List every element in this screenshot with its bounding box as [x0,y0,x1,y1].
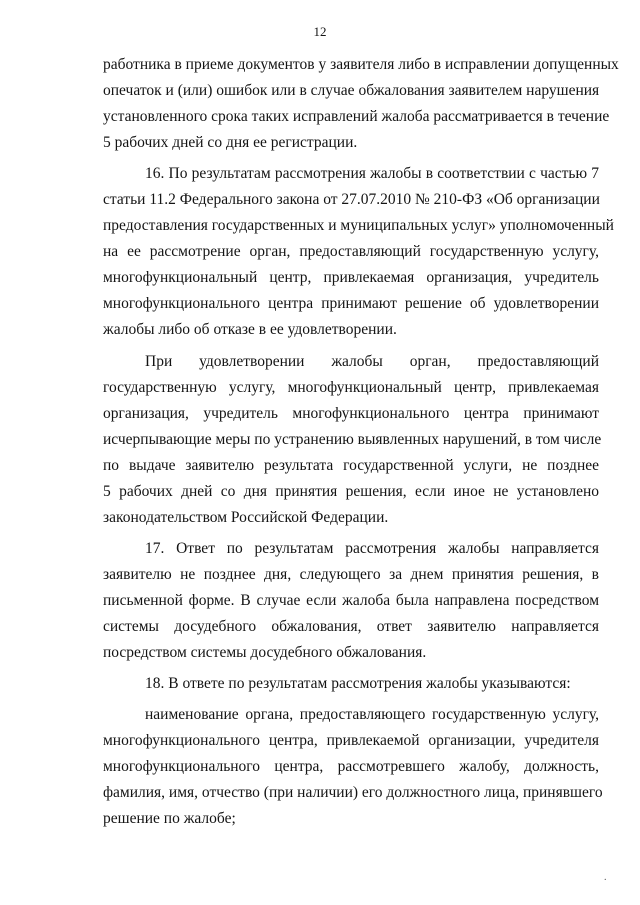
paragraph [103,349,602,531]
text-line: многофункционального центра, рассмотревшего жалобу, должность, [103,758,599,776]
text-line: 18. В ответе по результатам рассмотрения жалобы указываются: [145,675,571,693]
text-line: наименование органа, предоставляющего государственную услугу, [145,706,599,724]
text-line: законодательством Российской Федерации. [103,508,389,526]
paragraph [103,52,619,156]
text-line: заявителю не позднее дня, следующего за днем принятия решения, в [103,565,599,583]
text-line: жалобы либо об отказе в ее удовлетворении. [103,321,397,339]
scan-mark: . [604,872,607,883]
paragraph [103,671,599,697]
text-line: государственную услугу, многофункциональный центр, привлекаемая [103,378,599,396]
paragraph [103,536,599,666]
text-line: исчерпывающие меры по устранению выявленных нарушений, в том числе [103,430,602,448]
paragraph [103,161,614,343]
text-line: решение по жалобе; [103,810,236,828]
text-line: 5 рабочих дней со дня принятия решения, если иное не установлено [103,482,599,500]
text-line: письменной форме. В случае если жалоба была направлена посредством [103,591,599,609]
text-line: организация, учредитель многофункционального центра принимают [103,404,599,422]
paragraph [103,702,603,832]
text-line: многофункционального центра принимают решение об удовлетворении [103,295,599,313]
text-line: опечаток и (или) ошибок или в случае обжалования заявителем нарушения [103,82,600,100]
text-line: 17. Ответ по результатам рассмотрения жалобы направляется [145,539,599,557]
text-line: посредством системы досудебного обжалования. [103,644,427,662]
text-line: работника в приеме документов у заявителя либо в исправлении допущенных [103,56,619,73]
text-line: по выдаче заявителю результата государственной услуги, не позднее [103,456,599,474]
text-line: 16. По результатам рассмотрения жалобы в соответствии с частью 7 [145,165,599,183]
text-line: многофункциональный центр, привлекаемая организация, учредитель [103,269,599,287]
text-line: предоставления государственных и муниципальных услуг» уполномоченный [103,217,614,235]
text-line: многофункционального центра, привлекаемой организации, учредителя [103,732,599,750]
text-line: установленного срока таких исправлений жалоба рассматривается в течение [103,108,610,126]
text-line: фамилия, имя, отчество (при наличии) его должностного лица, принявшего [103,784,603,802]
page-number: 12 [313,24,327,39]
text-line: При удовлетворении жалобы орган, предоставляющий [145,352,599,370]
text-line: на ее рассмотрение орган, предоставляющий государственную услугу, [103,243,599,261]
document-body [103,52,619,832]
text-line: 5 рабочих дней со дня ее регистрации. [103,134,358,152]
text-line: системы досудебного обжалования, ответ заявителю направляется [103,617,599,635]
text-line: статьи 11.2 Федерального закона от 27.07.2010 № 210-ФЗ «Об организации [103,191,600,209]
